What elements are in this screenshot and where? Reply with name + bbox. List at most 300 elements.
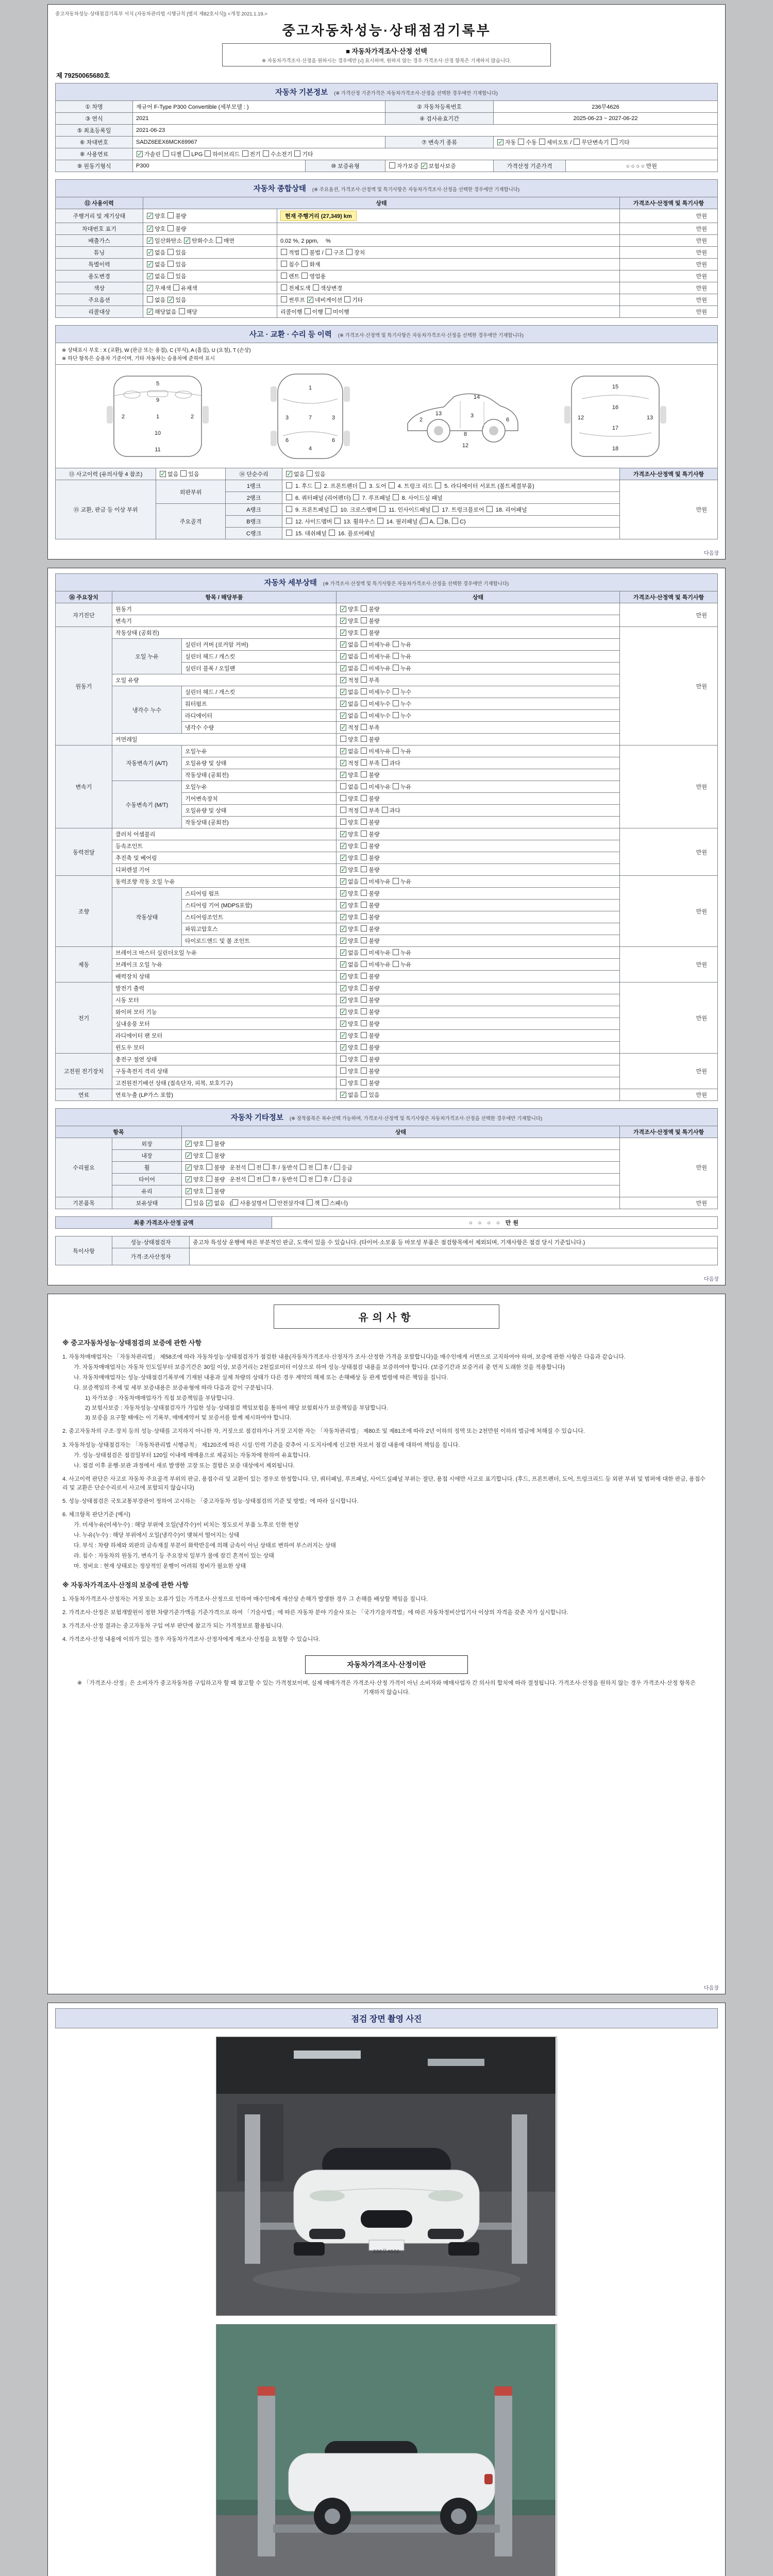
table-row (56, 148, 718, 160)
price-high-voltage: 만원 (620, 1054, 718, 1089)
state-selfdiag-engine: ✓ 양호 불량 (337, 603, 620, 615)
table-row (56, 270, 718, 282)
price-survey-select-box (222, 43, 551, 66)
items-rank-a: 9. 프론트패널 10. 크로스멤버 11. 인사이드패널 17. 트렁크플로어 18. 리어패널 (282, 504, 620, 516)
page-notice (47, 1294, 726, 1994)
state-common-rail: 양호 불량 (337, 734, 620, 745)
state-battery-isolation: 양호 불량 (337, 1065, 620, 1077)
svg-text:3: 3 (285, 415, 289, 421)
label-inspection-validity: ④ 검사유효기간 (385, 113, 494, 125)
table-row (56, 982, 718, 994)
header-detail-state: 상태 (337, 591, 620, 603)
notice-line: 2. 가격조사·산정은 보험개발원이 정한 차량기준가액을 기준가격으로 하여 「기술사법」에 따른 자동차 분야 기술사 또는 「국가기술자격법」에 따른 자동차정비산업기사 이상의 자격을 갖춘 자가 실시합니다. (62, 1609, 568, 1616)
item-booster: 배력장치 상태 (112, 971, 337, 982)
value-inspection-validity: 2025-06-23 ~ 2027-06-22 (494, 113, 718, 125)
special-notes-table (55, 1236, 718, 1265)
state-tire (182, 1174, 620, 1185)
state-emissions: ✓ 일산화탄소 ✓ 탄화수소 매연 (143, 235, 277, 247)
label-model-year: ③ 연식 (56, 113, 133, 125)
item-coolant-head: 실린더 헤드 / 개스킷 (182, 686, 337, 698)
state-cyl-cover: ✓ 없음 미세누유 누유 (337, 639, 620, 651)
item-mt-gearshift: 기어변속장치 (182, 793, 337, 805)
item-window-motor: 윈도우 모터 (112, 1042, 337, 1054)
label-emissions: 배출가스 (56, 235, 143, 247)
price-main-options: 만원 (620, 294, 718, 306)
notice-line: ※ 자동차가격조사·산정의 보증에 관한 사항 (62, 1581, 189, 1589)
state-basic-items (182, 1197, 620, 1209)
sub-mt: 수동변속기 (M/T) (112, 781, 182, 828)
svg-text:18: 18 (612, 446, 619, 452)
item-power-hose: 파워고압호스 (182, 923, 337, 935)
notice-line: 1) 자가보증 : 자동차매매업자가 직접 보증책임을 부담합니다. (85, 1395, 234, 1402)
label-rank-c: C랭크 (226, 528, 282, 539)
label-rank-b: B랭크 (226, 516, 282, 528)
section-basic-info-title (55, 83, 718, 100)
table-row (56, 1018, 718, 1030)
item-selfdiag-engine: 원동기 (112, 603, 337, 615)
table-row (56, 627, 718, 639)
state-glass: ✓ 양호 불량 (182, 1185, 620, 1197)
car-diagram-side (398, 370, 527, 463)
label-accident-history: ⑬ 사고이력 (유의사항 4 참조) (56, 468, 156, 480)
state-mt-gearshift: 양호 불량 (337, 793, 620, 805)
extra-mileage (277, 209, 620, 223)
state-power-hose: ✓ 양호 불량 (337, 923, 620, 935)
basic-note: (※ 가격산정 기준가격은 자동차가격조사·산정을 선택한 경우에만 기재합니다) (334, 91, 498, 96)
table-row (56, 1077, 718, 1089)
label-final-price: 최종 가격조사·산정 금액 (56, 1217, 272, 1229)
label-base-price: 가격산정 기준가격 (494, 160, 566, 172)
accident-history-table (55, 468, 718, 539)
state-mt-oil-level: 적정 부족 과다 (337, 805, 620, 817)
table-row (56, 137, 718, 148)
state-tire-check: ✓ 양호 불량 (186, 1175, 225, 1183)
notice-line: 다. 보증책임의 주체 및 세부 보증내용은 보증유형에 따라 다음과 같이 구분됩니다. (74, 1385, 274, 1392)
notice-line: ※ 중고자동차성능·상태점검의 보증에 관한 사항 (62, 1339, 202, 1347)
svg-text:4: 4 (308, 446, 312, 452)
group-electrical: 전기 (56, 982, 112, 1054)
svg-text:13: 13 (435, 411, 442, 417)
state-usage-change: ✓ 없음 있음 (143, 270, 277, 282)
label-mileage-gauge: 주행거리 및 계기상태 (56, 209, 143, 223)
svg-text:12: 12 (577, 415, 584, 421)
item-starter: 시동 모터 (112, 994, 337, 1006)
item-cv-joint: 등속조인트 (112, 840, 337, 852)
header-item: 항목 / 해당부품 (112, 591, 337, 603)
next-page-link[interactable]: 다음장 (704, 551, 719, 556)
accident-note: (※ 가격조사·산정액 및 특기사항은 자동차가격조사·산정을 선택한 경우에만 기재합니다) (338, 333, 524, 338)
value-transmission-type: ✓ 자동 수동 세미오토 / 무단변속기 기타 (494, 137, 718, 148)
notice-line: 4. 가격조사·산정 내용에 이의가 있는 경우 자동차가격조사·산정자에게 재조사·산정을 요청할 수 있습니다. (62, 1636, 321, 1643)
photos-section-title: 점검 장면 촬영 사진 (55, 2008, 718, 2028)
photo-rear-graphic (216, 2325, 556, 2576)
item-glass: 유리 (112, 1185, 182, 1197)
state-main-options: 없음 ✓ 있음 (143, 294, 277, 306)
notice-line: 가. 성능·상태점검은 점검일부터 120일 이내에 매매용으로 제공되는 자동차에 한하여 유효합니다. (74, 1452, 311, 1459)
price-brake: 만원 (620, 947, 718, 982)
item-propshaft: 추진축 및 베어링 (112, 852, 337, 864)
item-steering-pump: 스티어링 펌프 (182, 888, 337, 900)
svg-text:15: 15 (612, 384, 619, 390)
table-row (56, 994, 718, 1006)
state-exterior: ✓ 양호 불량 (182, 1138, 620, 1150)
notice-line: 5. 성능·상태점검은 국토교통부장관이 정하여 고시하는 「중고자동차 성능·상태점검의 기준 및 방법」에 따라 실시합니다. (62, 1498, 359, 1504)
label-tuning: 튜닝 (56, 247, 143, 259)
state-steering-pump: ✓ 양호 불량 (337, 888, 620, 900)
item-exterior: 외장 (112, 1138, 182, 1150)
item-clutch: 클러치 어셈블리 (112, 828, 337, 840)
document-number: 제 79250065680호 (56, 72, 110, 79)
label-color: 색상 (56, 282, 143, 294)
item-radiator: 라디에이터 (182, 710, 337, 722)
table-row (56, 247, 718, 259)
final-price-table (55, 1216, 718, 1229)
table-row (56, 591, 718, 603)
items-rank-c: 15. 대쉬패널 16. 플로어패널 (282, 528, 620, 539)
table-row (56, 1162, 718, 1174)
label-rank2: 2랭크 (226, 492, 282, 504)
table-row (56, 209, 718, 223)
state-window-motor: ✓ 양호 불량 (337, 1042, 620, 1054)
page-summary (47, 4, 726, 560)
table-row (56, 1042, 718, 1054)
value-appraiser-opinion (190, 1248, 718, 1265)
form-reference: 중고자동차성능·상태점검기록부 서식 (자동차관리법 시행규칙 [별지 제82호서식]) <개정 2021.1.19.> (55, 11, 267, 17)
state-master-cylinder: ✓ 없음 미세누유 누유 (337, 947, 620, 959)
sub-coolant-leak: 냉각수 누수 (112, 686, 182, 734)
state-ps-oil-leak: ✓ 없음 미세누유 누유 (337, 876, 620, 888)
state-mileage-gauge: ✓ 양호 불량 (143, 209, 277, 223)
extra-special-history: 침수 화재 (277, 259, 620, 270)
group-transmission: 변속기 (56, 745, 112, 828)
state-basic-items-detail: ( 사용설명서 안전삼각대 잭 스패너) (229, 1200, 348, 1207)
value-engine-model: P300 (133, 160, 306, 172)
price-electrical: 만원 (620, 982, 718, 1054)
price-steering: 만원 (620, 876, 718, 947)
label-car-name: ① 차명 (56, 101, 133, 113)
table-row (56, 259, 718, 270)
label-warranty-type: ⑩ 보증유형 (306, 160, 385, 172)
svg-text:3: 3 (331, 415, 335, 421)
etc-info-table (55, 1126, 718, 1209)
svg-text:11: 11 (155, 447, 161, 453)
table-row (56, 223, 718, 235)
notice-line: 마. 정비요 : 현재 상태로는 정상적인 운행이 어려워 정비가 필요한 상태 (74, 1563, 246, 1570)
item-blower-motor: 실내송풍 모터 (112, 1018, 337, 1030)
table-row (56, 840, 718, 852)
label-rank1: 1랭크 (226, 480, 282, 492)
label-vin-marking: 차대번호 표기 (56, 223, 143, 235)
state-recall: ✓ 해당없음 해당 (143, 306, 277, 318)
group-brake: 제동 (56, 947, 112, 982)
label-fuel-type: ⑧ 사용연료 (56, 148, 133, 160)
state-wheel-check: ✓ 양호 불량 (186, 1163, 225, 1171)
svg-text:17: 17 (612, 425, 619, 431)
table-row (56, 1126, 718, 1138)
item-tire: 타이어 (112, 1174, 182, 1185)
value-first-registration: 2021-06-23 (133, 125, 718, 137)
price-mileage: 만원 (620, 209, 718, 223)
label-recall: 리콜대상 (56, 306, 143, 318)
label-appraiser-opinion: 가격·조사산정자 (112, 1248, 190, 1265)
notice-line: 라. 침수 : 자동차의 원동기, 변속기 등 주요장치 일부가 물에 잠긴 흔적이 있는 상태 (74, 1552, 274, 1559)
group-selfdiag: 자기진단 (56, 603, 112, 627)
table-row (56, 734, 718, 745)
accident-title: 사고 · 교환 · 수리 등 이력 (249, 331, 332, 339)
license-plate-text: 236무4626 (373, 2249, 400, 2254)
notice-line: 2. 중고자동차의 구조·장치 등의 성능·상태를 고지하지 아니한 자, 거짓으로 점검하거나 거짓 고지한 자는 「자동차관리법」 제80조 및 제81조에 따라 2년 이하의 징역 또는 2천만원 이하의 벌금에 처해질 수 있습니다. (62, 1428, 585, 1435)
svg-text:9: 9 (156, 397, 160, 403)
table-row (56, 1185, 718, 1197)
notice-line: 나. 자동차매매업자는 성능·상태점검기록부에 기재된 내용과 실제 차량의 상태가 다른 경우 계약의 해제 또는 손해배상 등 관계 법령에 따른 책임을 집니다. (74, 1375, 448, 1381)
state-alternator: ✓ 양호 불량 (337, 982, 620, 994)
table-row (56, 745, 718, 757)
state-wheel (182, 1162, 620, 1174)
table-row (56, 306, 718, 318)
extra-emissions: 0.02 %, 2 ppm, % (277, 235, 620, 247)
label-special-history: 특별이력 (56, 259, 143, 270)
table-row (56, 674, 718, 686)
group-engine: 원동기 (56, 627, 112, 745)
table-row (56, 294, 718, 306)
state-radiator: ✓ 없음 미세누수 누수 (337, 710, 620, 722)
item-coolant-level: 냉각수 수량 (182, 722, 337, 734)
price-survey-definition-body: ※ 「가격조사·산정」은 소비자가 중고자동차를 구입하고자 할 때 참고할 수 있는 가격정보이며, 실제 매매가격은 가격조사·산정 가격이 아닌 소비자와 매매사업자 간 의사의 합치에 따라 결정됩니다. 가격조사·산정을 원하지 않는 경우 가격조사·산정 항목은 기재하지 않습니다. (77, 1680, 696, 1696)
state-fuel-leak: ✓ 없음 있음 (337, 1089, 620, 1101)
item-holding-state: 보유상태 (112, 1197, 182, 1209)
value-vin: SADZ6EEX6MCK69967 (133, 137, 385, 148)
sub-at: 자동변속기 (A/T) (112, 745, 182, 781)
label-vin: ⑥ 차대번호 (56, 137, 133, 148)
state-radiator-fan: ✓ 양호 불량 (337, 1030, 620, 1042)
notice-line: 3. 가격조사·산정 결과는 중고자동차 구입 여부 판단에 참고가 되는 가격정보로 활용됩니다. (62, 1623, 283, 1630)
state-tuning: ✓ 없음 있음 (143, 247, 277, 259)
state-cyl-block: ✓ 없음 미세누유 누유 (337, 663, 620, 674)
item-cyl-block: 실린더 블록 / 오일팬 (182, 663, 337, 674)
table-row (56, 160, 718, 172)
item-oil-level: 오일 유량 (112, 674, 337, 686)
table-row (56, 1236, 718, 1248)
table-row (56, 615, 718, 627)
page-photos (47, 2003, 726, 2576)
state-simple-repair: ✓ 없음 있음 (282, 468, 620, 480)
table-row (56, 1138, 718, 1150)
detail-note: (※ 가격조사·산정액 및 특기사항은 자동차가격조사·산정을 선택한 경우에만 기재합니다) (323, 581, 509, 587)
table-row (56, 1054, 718, 1065)
group-fuel: 연료 (56, 1089, 112, 1101)
table-row (56, 781, 718, 793)
value-fuel-type: ✓ 가솔린 디젤 LPG 하이브리드 전기 수소전기 기타 (133, 148, 718, 160)
table-row (56, 468, 718, 480)
state-at-oil-leak: ✓ 없음 미세누유 누유 (337, 745, 620, 757)
inspection-photo-rear (216, 2324, 557, 2576)
price-fuel: 만원 (620, 1089, 718, 1101)
header-accident-price: 가격조사·산정액 및 특기사항 (620, 468, 718, 480)
notice-line: 다. 부식 : 차량 하체와 외판의 금속재질 부분이 화학반응에 의해 금속이 아닌 상태로 변하여 부스러지는 상태 (74, 1542, 336, 1549)
label-first-registration: ⑤ 최초등록일 (56, 125, 133, 137)
svg-text:6: 6 (285, 437, 289, 444)
item-cyl-cover: 실린더 커버 (로커암 커버) (182, 639, 337, 651)
table-row (56, 603, 718, 615)
header-device: ⑯ 주요장치 (56, 591, 112, 603)
extra-main-options: 썬루프 ✓ 네비게이션 기타 (277, 294, 620, 306)
state-differential: ✓ 양호 불량 (337, 864, 620, 876)
price-survey-select-label: ■ 자동차가격조사·산정 선택 (346, 47, 427, 55)
extra-usage-change: 렌트 영업용 (277, 270, 620, 282)
state-tire-detail: 운전석 전 후 / 동반석 전 후 / 응급 (229, 1177, 352, 1183)
svg-text:6: 6 (506, 417, 510, 423)
table-row (56, 1089, 718, 1101)
item-hv-wiring: 고전원전기배선 상태 (접속단자, 피복, 보호기구) (112, 1077, 337, 1089)
price-selfdiag: 만원 (620, 603, 718, 627)
value-reg-number: 236무4626 (494, 101, 718, 113)
label-rank-a: A랭크 (226, 504, 282, 516)
notice-line: 3) 보증을 요구할 때에는 이 기록부, 매매계약서 및 보증서를 함께 제시하여야 합니다. (85, 1415, 292, 1421)
group-powertrain: 동력전달 (56, 828, 112, 876)
price-survey-select-note: ※ 자동차가격조사·산정을 원하시는 경우에만 [√] 표시하며, 원하지 않는 경우 가격조사·산정 항목은 기재하지 않습니다. (262, 58, 511, 64)
notice-line: 2) 보험사보증 : 자동차성능·상태점검자가 가입한 성능·상태점검 책임보험을 통하여 해당 보험회사가 보증책임을 부담합니다. (85, 1405, 389, 1412)
extra-recall: 리콜이행 이행 미이행 (277, 306, 620, 318)
label-exchange-panel: ⑮ 교환, 판금 등 이상 부위 (56, 480, 156, 539)
table-row (56, 959, 718, 971)
table-row (56, 480, 718, 492)
section-accident-title (55, 325, 718, 343)
svg-text:2: 2 (190, 414, 194, 420)
table-row (56, 1150, 718, 1162)
price-vin-marking: 만원 (620, 223, 718, 235)
svg-text:3: 3 (470, 413, 474, 419)
item-engine-idle: 작동상태 (공회전) (112, 627, 337, 639)
state-hv-wiring: 양호 불량 (337, 1077, 620, 1089)
document-title: 중고자동차성능·상태점검기록부 (282, 23, 491, 38)
item-at-oil-leak: 오일누유 (182, 745, 337, 757)
sub-oil-leak: 오일 누유 (112, 639, 182, 674)
item-steering-joint: 스티어링조인트 (182, 911, 337, 923)
item-at-oil-level: 오일유량 및 상태 (182, 757, 337, 769)
svg-text:1: 1 (156, 414, 160, 420)
label-main-frame: 주요골격 (156, 504, 226, 539)
state-vin-marking: ✓ 양호 불량 (143, 223, 277, 235)
table-row (56, 1248, 718, 1265)
notice-line: 나. 점검 이후 운행·보관 과정에서 새로 발생한 고장 또는 결함은 보증 대상에서 제외됩니다. (74, 1462, 295, 1469)
table-row (56, 1030, 718, 1042)
current-mileage-value: 현재 주행거리 (27,349) km (280, 211, 357, 221)
state-at-idle: ✓ 양호 불량 (337, 769, 620, 781)
table-row (56, 101, 718, 113)
label-special-notes: 특이사항 (56, 1236, 112, 1265)
value-inspector-opinion: 중고차 특성상 운행에 따른 부분적인 판금, 도색이 있을 수 있습니다. (타이어·소모품 등 마모성 부품은 점검항목에서 제외되며, 기재사항은 점검 당시 기준입니다.) (190, 1236, 718, 1248)
svg-text:6: 6 (331, 437, 335, 444)
svg-text:16: 16 (612, 404, 619, 411)
label-engine-model: ⑨ 원동기형식 (56, 160, 133, 172)
state-mt-idle: 양호 불량 (337, 817, 620, 828)
state-coolant-level: ✓ 적정 부족 (337, 722, 620, 734)
item-master-cylinder: 브레이크 마스터 실린더오일 누유 (112, 947, 337, 959)
etc-title: 자동차 기타정보 (230, 1114, 283, 1122)
value-model-year: 2021 (133, 113, 385, 125)
state-steering-gear: ✓ 양호 불량 (337, 900, 620, 911)
state-mt-oil-leak: 없음 미세누유 누유 (337, 781, 620, 793)
item-radiator-fan: 라디에이터 팬 모터 (112, 1030, 337, 1042)
item-interior: 내장 (112, 1150, 182, 1162)
table-row (56, 1197, 718, 1209)
header-etc-item: 항목 (56, 1126, 182, 1138)
value-base-price: ○ ○ ○ ○ 만원 (566, 160, 718, 172)
item-mt-idle: 작동상태 (공회전) (182, 817, 337, 828)
items-rank2: 6. 쿼터패널 (리어펜더) 7. 루프패널 8. 사이드실 패널 (282, 492, 620, 504)
car-diagram-front-top (93, 370, 222, 463)
basic-info-table (55, 100, 718, 172)
state-clutch: ✓ 양호 불량 (337, 828, 620, 840)
car-diagram-rear-top (551, 370, 680, 463)
svg-text:5: 5 (156, 381, 160, 387)
label-simple-repair: ⑭ 단순수리 (226, 468, 282, 480)
item-steering-gear: 스티어링 기어 (MDPS포함) (182, 900, 337, 911)
table-row (56, 1006, 718, 1018)
svg-text:2: 2 (121, 414, 125, 420)
table-row (56, 125, 718, 137)
table-row (56, 1217, 718, 1229)
state-at-oil-level: ✓ 적정 부족 과다 (337, 757, 620, 769)
notice-title: 유의사항 (274, 1304, 499, 1329)
item-selfdiag-transmission: 변속기 (112, 615, 337, 627)
header-etc-state: 상태 (182, 1126, 620, 1138)
label-inspector-opinion: 성능·상태점검자 (112, 1236, 190, 1248)
state-basic-items-check: 있음 ✓ 없음 (185, 1200, 225, 1207)
state-blower-motor: ✓ 양호 불량 (337, 1018, 620, 1030)
notice-line: 3. 자동차성능·상태점검자는 「자동차관리법 시행규칙」 제120조에 따른 시설·인력 기준을 갖추어 시·도지사에게 신고한 자로서 점검 내용에 대하여 책임을 집니다. (62, 1442, 460, 1448)
price-tuning: 만원 (620, 247, 718, 259)
item-water-pump: 워터펌프 (182, 698, 337, 710)
item-tie-rod: 타이로드엔드 및 볼 조인트 (182, 935, 337, 947)
inspection-photo-front (216, 2037, 557, 2316)
item-charge-port: 충전구 절연 상태 (112, 1054, 337, 1065)
state-cyl-head: ✓ 없음 미세누유 누유 (337, 651, 620, 663)
state-cv-joint: ✓ 양호 불량 (337, 840, 620, 852)
photo-front-graphic (216, 2037, 556, 2315)
table-row (56, 282, 718, 294)
value-final-price: ○ ○ ○ ○ 만원 (272, 1217, 718, 1229)
svg-text:7: 7 (308, 415, 312, 421)
value-car-name: 재규어 F-Type P300 Convertible (세부모델 : ) (133, 101, 385, 113)
price-survey-definition-box: 자동차가격조사·산정이란 (305, 1655, 468, 1674)
section-overall-title (55, 179, 718, 197)
extra-vin-marking (277, 223, 620, 235)
state-selfdiag-transmission: ✓ 양호 불량 (337, 615, 620, 627)
accident-legend (55, 343, 718, 364)
table-row (56, 197, 718, 209)
state-special-history: ✓ 없음 있음 (143, 259, 277, 270)
table-row (56, 947, 718, 959)
items-rank-b: 12. 사이드멤버 13. 휠하우스 14. 필러패널 ( A, B, C) (282, 516, 620, 528)
etc-note: (※ 장착품목은 복수선택 가능하며, 가격조사·산정액 및 특기사항은 자동차가격조사·산정을 선택한 경우에만 기재합니다) (289, 1116, 543, 1122)
state-color: ✓ 무채색 유채색 (143, 282, 277, 294)
next-page-link[interactable]: 다음장 (704, 1277, 719, 1282)
price-powertrain: 만원 (620, 828, 718, 876)
price-color: 만원 (620, 282, 718, 294)
notice-line: 1. 자동차가격조사·산정자는 거짓 또는 오류가 있는 가격조사·산정으로 인하여 매수인에게 재산상 손해가 발생한 경우 그 손해를 배상할 책임을 집니다. (62, 1596, 428, 1603)
svg-text:2: 2 (419, 417, 423, 423)
table-row (56, 876, 718, 888)
next-page-link[interactable]: 다음장 (704, 1986, 719, 1991)
header-etc-price: 가격조사·산정액 및 특기사항 (620, 1126, 718, 1138)
label-outer-panel: 외판부위 (156, 480, 226, 504)
state-interior: ✓ 양호 불량 (182, 1150, 620, 1162)
table-row (56, 1065, 718, 1077)
basic-title: 자동차 기본정보 (275, 89, 328, 97)
state-booster: ✓ 양호 불량 (337, 971, 620, 982)
legend-basis: ※ 하단 항목은 승용차 기준이며, 기타 자동차는 승용차에 준하여 표시 (62, 356, 215, 362)
